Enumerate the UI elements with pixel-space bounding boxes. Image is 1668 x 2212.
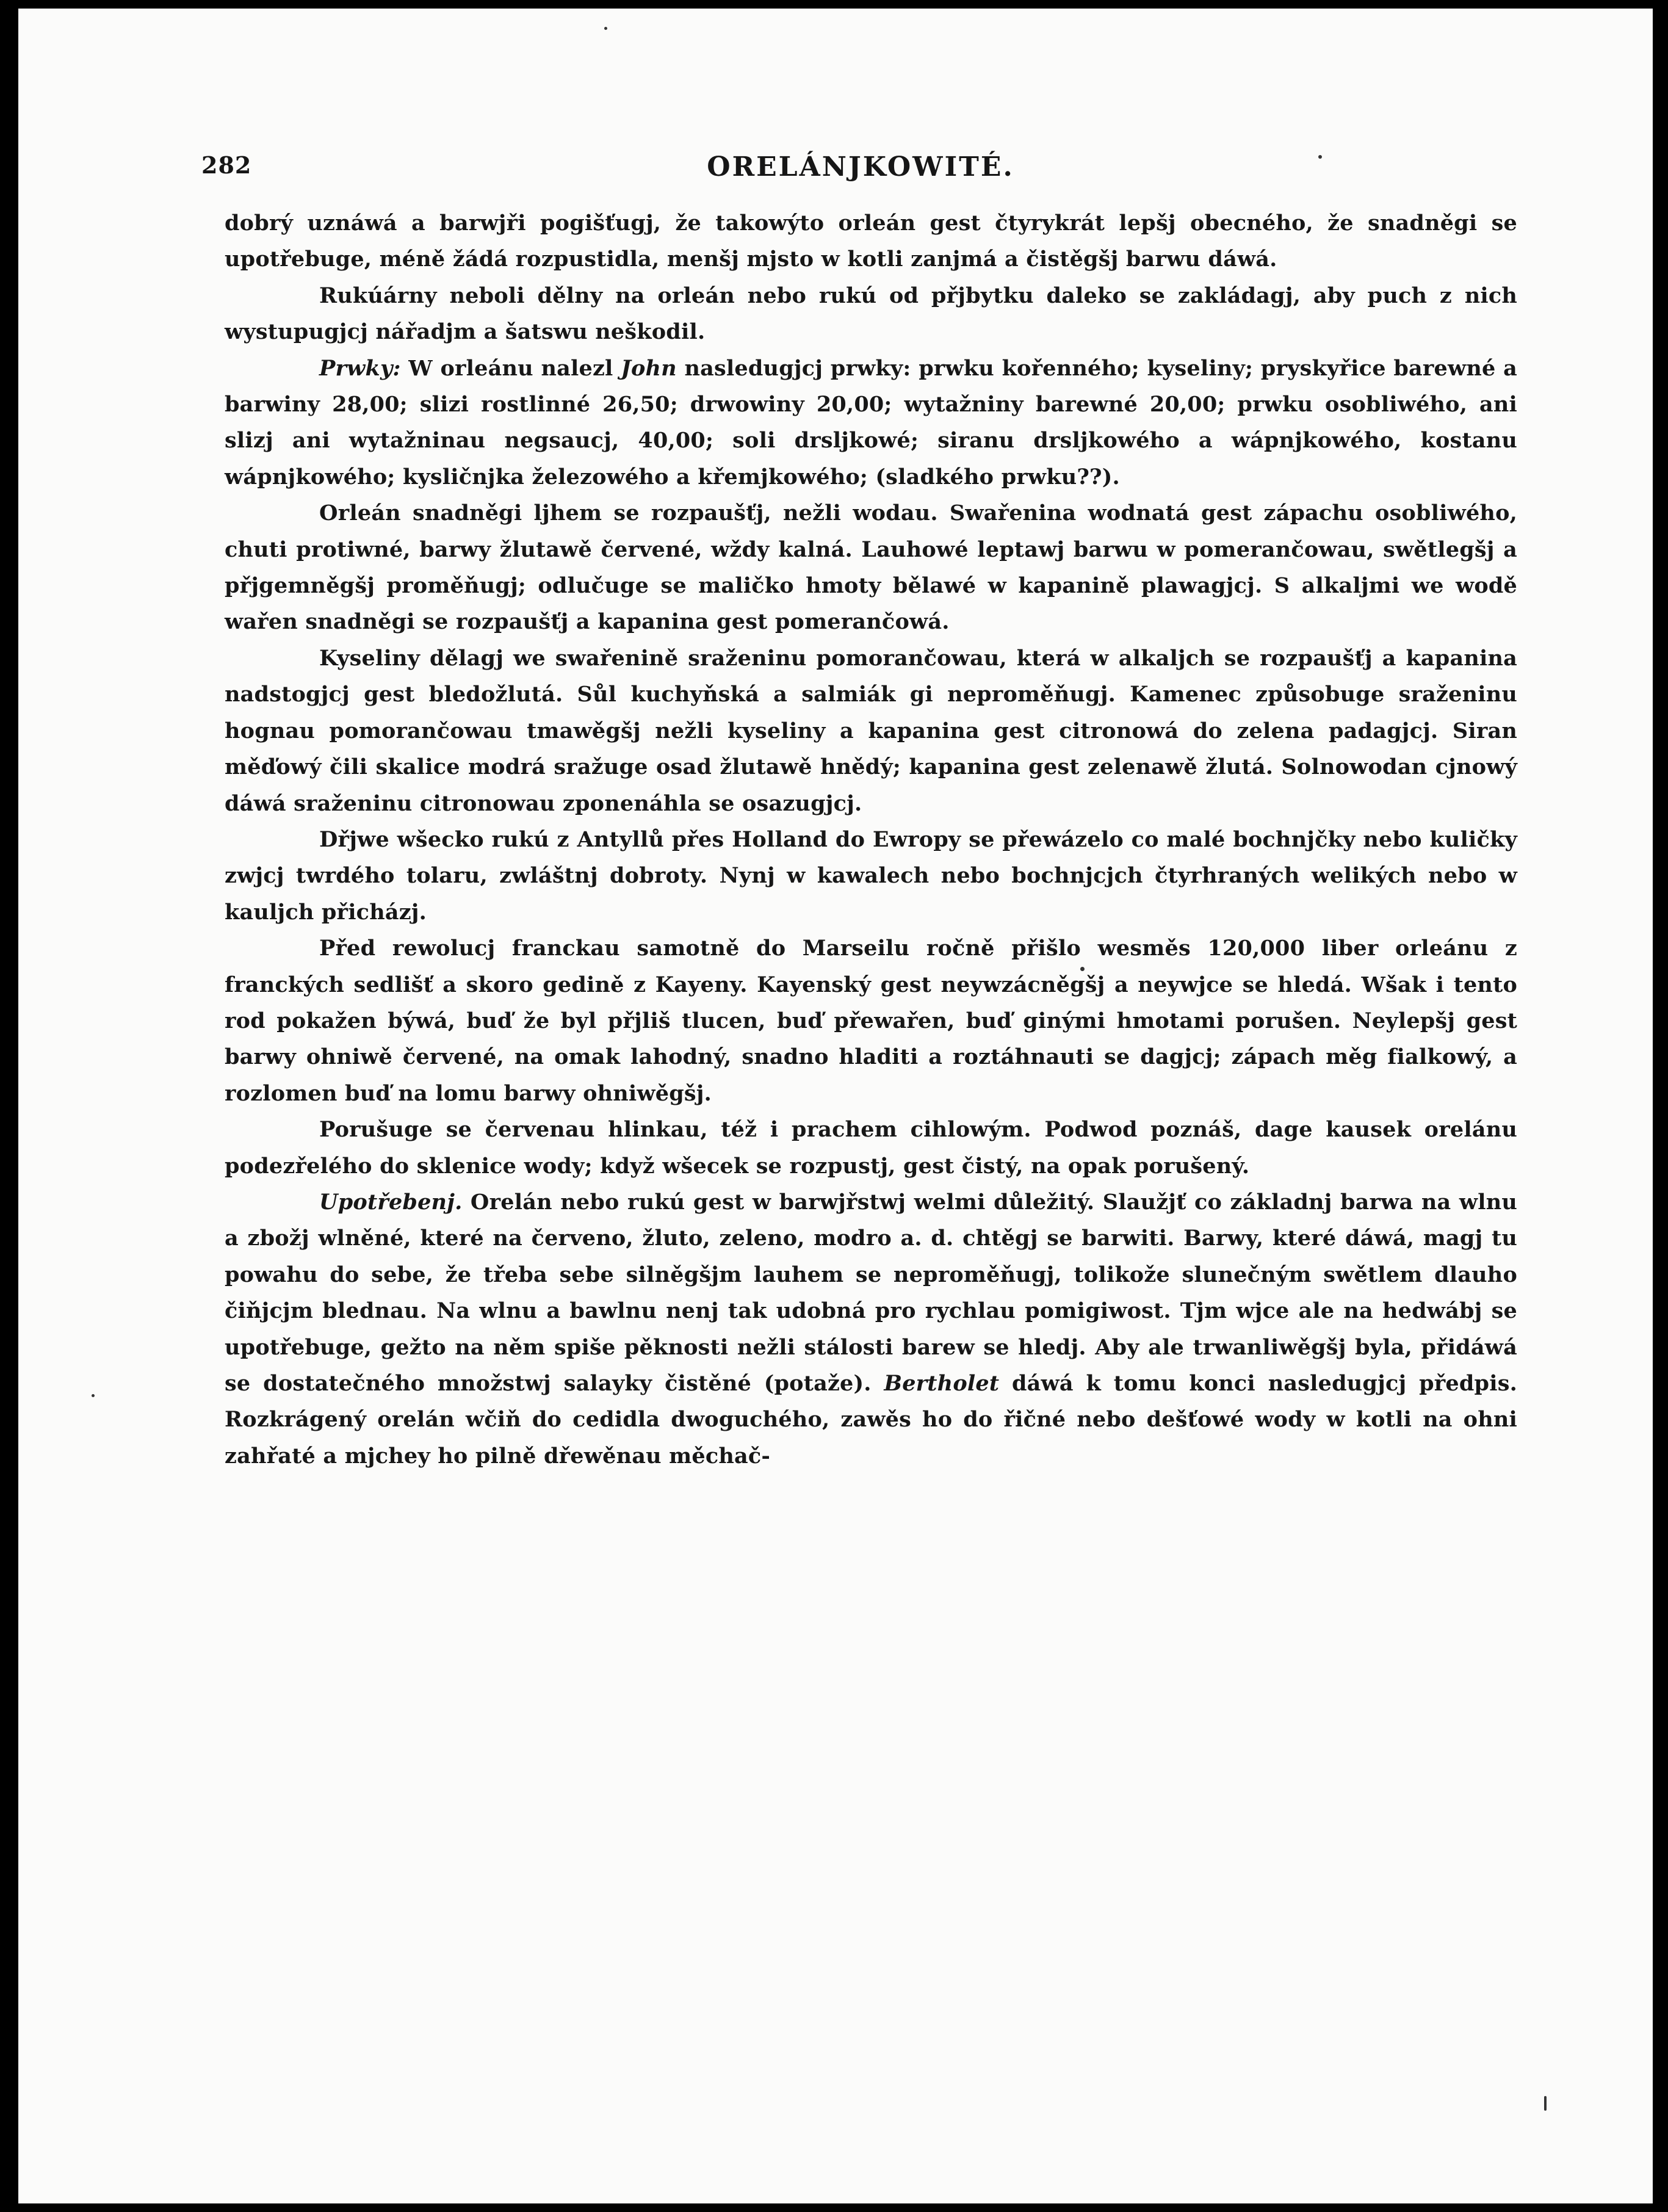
italic-text: Prwky: (319, 355, 401, 381)
paragraph-text: Před rewolucj franckau samotně do Marseilu ročně přišlo wesměs 120,000 liber orleánu z franckých sedlišť a skoro gedině z Kayeny. Kayenský gest neywzácněgšj a neywjce se hledá. Wšak i tento rod pokažen býwá, buď že byl přjliš tlucen, buď přewařen, buď ginými hmotami porušen. Neylepšj gest barwy ohniwě červené, na omak lahodný, snadno hladiti a roztáhnauti se dagjcj; zápach měg fialkowý, a rozlomen buď na lomu barwy ohniwěgšj. (225, 936, 1517, 1106)
paragraph-text: Porušuge se červenau hlinkau, též i prachem cihlowým. Podwod poznáš, dage kausek orelánu podezřelého do sklenice wody; když wšecek se rozpustj, gest čistý, na opak porušený. (225, 1117, 1517, 1179)
paragraph (225, 495, 1517, 640)
paragraph-text: W orleánu nalezl (400, 355, 621, 381)
paragraph-text: Orelán nebo rukú gest w barwjřstwj welmi důležitý. Slaužjť co základnj barwa na wlnu a zbožj wlněné, které na červeno, žluto, zeleno, modro a. d. chtěgj se barwiti. Barwy, které dáwá, magj tu powahu do sebe, že třeba sebe silněgšjm lauhem se neproměňugj, tolikože slunečným swětlem dlauho čiňjcjm blednau. Na wlnu a bawlnu nenj tak udobná pro rychlau pomigiwost. Tjm wjce ale na hedwábj se upotřebuge, gežto na něm spiše pěknosti nežli stálosti barew se hledj. Aby ale trwanliwěgšj byla, přidáwá se dostatečného množstwj salayky čistěné (potaže). (225, 1189, 1517, 1396)
paragraph-text: Rukúárny neboli dělny na orleán nebo rukú od přjbytku daleko se zakládagj, aby puch z nich wystupugjcj nářadjm a šatswu neškodil. (225, 283, 1517, 345)
paragraph-text: dáwá k tomu konci nasledugjcj předpis. Rozkrágený orelán wčiň do cedidla dwoguchého, zawěs ho do řičné nebo dešťowé wody w kotli na ohni zahřaté a mjchey ho pilně dřewěnau měchač- (225, 1371, 1517, 1469)
paper-speck (92, 1394, 95, 1397)
paragraph (225, 1184, 1517, 1474)
paragraph-text: Dřjwe wšecko rukú z Antyllů přes Holland do Ewropy se přewázelo co malé bochnjčky nebo kuličky zwjcj twrdého tolaru, zwláštnj dobroty. Nynj w kawalech nebo bochnjcjch čtyrhraných welikých nebo w kauljch přicházj. (225, 826, 1517, 925)
paper-scratch (1544, 2096, 1547, 2111)
body-text (225, 205, 1517, 1474)
page-header (201, 151, 1520, 194)
paragraph (225, 278, 1517, 350)
paper-speck (604, 27, 607, 30)
paragraph-text: Orleán snadněgi ljhem se rozpaušťj, nežli wodau. Swařenina wodnatá gest zápachu osobliwého, chuti protiwné, barwy žlutawě červené, wždy kalná. Lauhowé leptawj barwu w pomerančowau, swětlegšj a přjgemněgšj proměňugj; odlučuge se maličko hmoty bělawé w kapanině plawagjcj. S alkaljmi we wodě wařen snadněgi se rozpaušťj a kapanina gest pomerančowá. (225, 501, 1517, 635)
paragraph (225, 350, 1517, 496)
italic-text: Upotřebenj. (319, 1189, 463, 1215)
paragraph-text: dobrý uznáwá a barwjři pogišťugj, že takowýto orleán gest čtyrykrát lepšj obecného, že snadněgi se upotřebuge, méně žádá rozpustidla, menšj mjsto w kotli zanjmá a čistěgšj barwu dáwá. (225, 211, 1517, 272)
paragraph (225, 1111, 1517, 1184)
running-title: ORELÁNJKOWITÉ. (707, 151, 1014, 183)
paragraph-text: Kyseliny dělagj we swařenině sraženinu pomorančowau, která w alkaljch se rozpaušťj a kapanina nadstogjcj gest bledožlutá. Sůl kuchyňská a salmiák gi neproměňugj. Kamenec způsobuge sraženinu hognau pomorančowau tmawěgšj nežli kyseliny a kapanina gest citronowá do zelena padagjcj. Siran měďowý čili skalice modrá sražuge osad žlutawě hnědý; kapanina gest zelenawě žlutá. Solnowodan cjnowý dáwá sraženinu citronowau zponenáhla se osazugjcj. (225, 645, 1517, 816)
italic-text: Bertholet (884, 1371, 1000, 1396)
paragraph (225, 640, 1517, 822)
paragraph (225, 822, 1517, 930)
paragraph (225, 205, 1517, 278)
page-number: 282 (201, 151, 252, 179)
paragraph (225, 930, 1517, 1111)
paragraph-text: nasledugjcj prwky: prwku kořenného; kyseliny; pryskyřice barewné a barwiny 28,00; slizi rostlinné 26,50; drwowiny 20,00; wytažniny barewné 20,00; prwku osobliwého, ani slizj ani wytažninau negsaucj, 40,00; soli drsljkowé; siranu drsljkowého a wápnjkowého, kostanu wápnjkowého; kysličnjka železowého a křemjkowého; (sladkého prwku??). (225, 355, 1517, 490)
italic-text: John (621, 355, 677, 381)
